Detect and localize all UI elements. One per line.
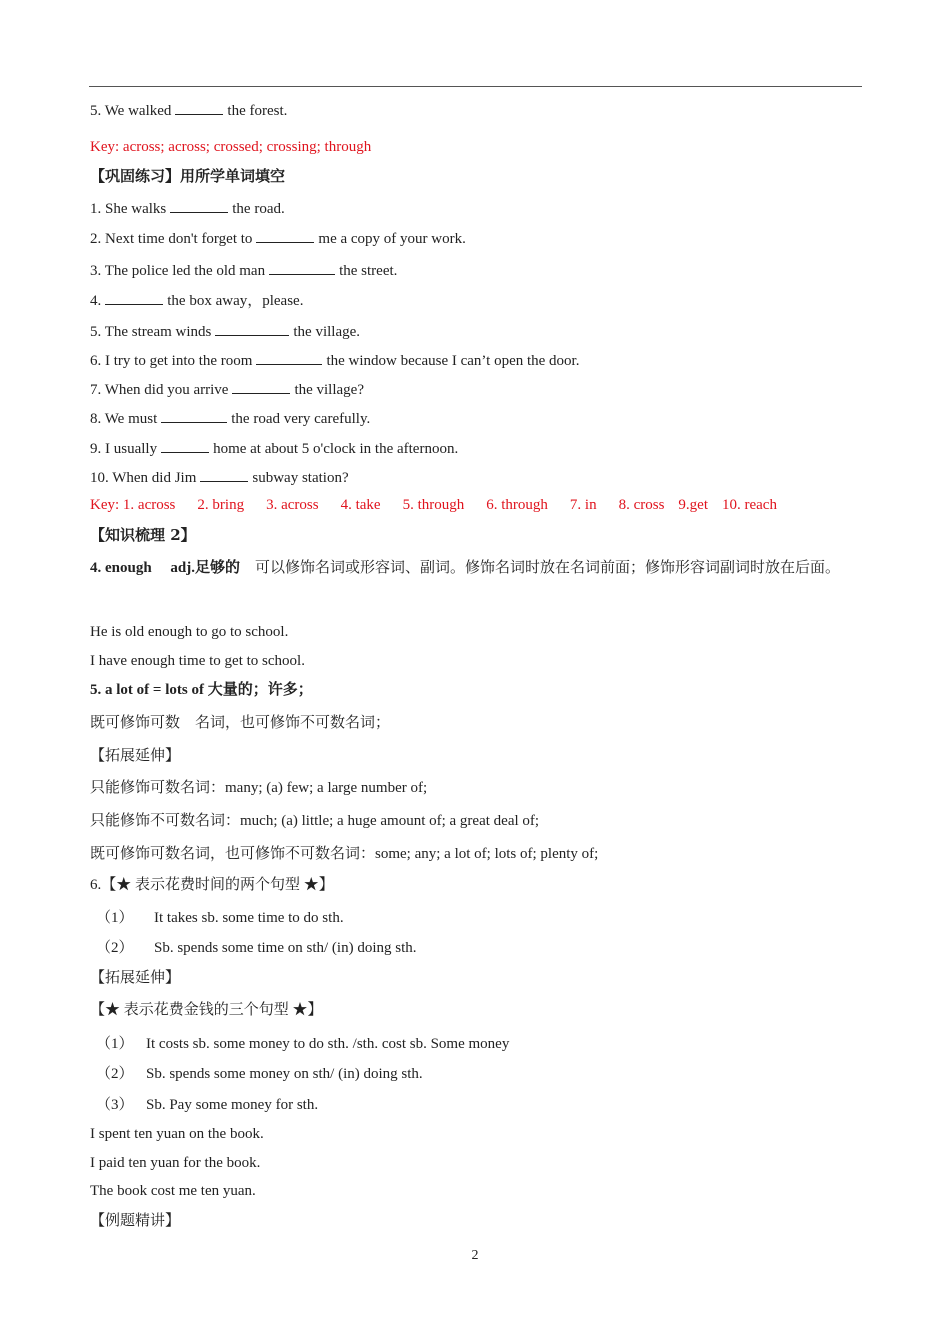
key-item: Key: 1. across xyxy=(90,497,176,513)
term-description: 既可修饰可数 名词，也可修饰不可数名词； xyxy=(90,713,391,731)
section-heading-knowledge-2: 【知识梳理 2】 xyxy=(90,526,196,544)
question-5 xyxy=(90,100,287,121)
question-text: the road. xyxy=(232,201,285,217)
practice-item-7 xyxy=(90,379,364,400)
extension-line: 只能修饰可数名词：many; (a) few; a large number of; xyxy=(90,780,428,796)
item-number: （1） xyxy=(96,1036,134,1052)
key-item: 8. cross xyxy=(618,497,665,513)
extension-heading: 【拓展延伸】 xyxy=(90,746,181,764)
pattern-text: Sb. Pay some money for sth. xyxy=(146,1097,319,1113)
term-heading: 4. enough adj.足够的 xyxy=(90,560,241,576)
answer-key-2 xyxy=(90,495,777,515)
extension-line: 既可修饰可数名词，也可修饰不可数名词：some; any; a lot of; lots of; plenty of; xyxy=(90,846,599,862)
key-item: 3. across xyxy=(266,497,319,513)
question-text: 5. We walked xyxy=(90,103,172,119)
answer-blank xyxy=(269,260,335,275)
question-text: the road very carefully. xyxy=(231,411,371,427)
answer-blank xyxy=(161,438,209,453)
answer-blank xyxy=(200,467,248,482)
money-pattern-3 xyxy=(96,1095,318,1115)
term-description: 可以修饰名词或形容词、副词。修饰名词时放在名词前面；修饰形容词副词时放在后面。 xyxy=(255,558,841,576)
example-sentence: I have enough time to get to school. xyxy=(90,653,305,669)
question-text: the box away，please. xyxy=(167,293,304,309)
pattern-text: Sb. spends some money on sth/ (in) doing sth. xyxy=(146,1066,423,1082)
extension-line: 只能修饰不可数名词：much; (a) little; a huge amount of; a great deal of; xyxy=(90,813,540,829)
pattern-text: Sb. spends some time on sth/ (in) doing sth. xyxy=(154,940,417,956)
item-number: （2） xyxy=(96,940,134,956)
practice-item-10 xyxy=(90,467,349,488)
question-text: subway station? xyxy=(252,470,349,486)
key-item: 5. through xyxy=(402,497,465,513)
answer-blank xyxy=(175,100,223,115)
question-text: 6. I try to get into the room xyxy=(90,353,253,369)
question-text: 7. When did you arrive xyxy=(90,382,229,398)
question-text: 9. I usually xyxy=(90,441,158,457)
money-pattern-1 xyxy=(96,1034,509,1054)
example-sentence: I paid ten yuan for the book. xyxy=(90,1155,261,1171)
answer-blank xyxy=(256,228,314,243)
time-pattern-2 xyxy=(96,938,417,958)
item-number: （2） xyxy=(96,1066,134,1082)
enough-paragraph xyxy=(90,551,860,584)
key-item: 4. take xyxy=(340,497,381,513)
question-text: the forest. xyxy=(227,103,288,119)
practice-item-2 xyxy=(90,228,466,249)
item-number: （1） xyxy=(96,910,134,926)
time-pattern-1 xyxy=(96,908,344,928)
term-heading-a-lot-of: 5. a lot of = lots of 大量的；许多； xyxy=(90,682,313,698)
item-number: （3） xyxy=(96,1097,134,1113)
question-text: 8. We must xyxy=(90,411,158,427)
example-sentence: The book cost me ten yuan. xyxy=(90,1183,256,1199)
section-heading-practice: 【巩固练习】用所学单词填空 xyxy=(90,167,286,185)
question-text: 1. She walks xyxy=(90,201,167,217)
answer-key-1: Key: across; across; crossed; crossing; through xyxy=(90,139,372,155)
key-item: 10. reach xyxy=(721,497,777,513)
money-pattern-heading: 【★ 表示花费金钱的三个句型 ★】 xyxy=(90,1002,323,1018)
question-text: home at about 5 o'clock in the afternoon. xyxy=(213,441,459,457)
answer-blank xyxy=(215,321,289,336)
question-text: the window because I can’t open the door. xyxy=(326,353,580,369)
practice-item-9 xyxy=(90,438,458,459)
answer-blank xyxy=(256,350,322,365)
question-text: 2. Next time don't forget to xyxy=(90,231,253,247)
practice-item-4 xyxy=(90,290,303,311)
question-text: me a copy of your work. xyxy=(318,231,466,247)
key-item: 2. bring xyxy=(197,497,245,513)
question-text: 4. xyxy=(90,293,102,309)
header-rule xyxy=(89,86,862,87)
question-text: the village. xyxy=(293,324,361,340)
time-pattern-heading: 6.【★ 表示花费时间的两个句型 ★】 xyxy=(90,877,334,893)
answer-blank xyxy=(170,198,228,213)
practice-item-8 xyxy=(90,408,370,429)
answer-blank xyxy=(105,290,163,305)
money-pattern-2 xyxy=(96,1064,423,1084)
practice-item-5 xyxy=(90,321,360,342)
question-text: the village? xyxy=(294,382,364,398)
extension-heading: 【拓展延伸】 xyxy=(90,968,181,986)
question-text: 5. The stream winds xyxy=(90,324,212,340)
pattern-text: It takes sb. some time to do sth. xyxy=(154,910,344,926)
practice-item-3 xyxy=(90,260,397,281)
question-text: 3. The police led the old man xyxy=(90,263,266,279)
question-text: the street. xyxy=(339,263,398,279)
practice-item-6 xyxy=(90,350,579,371)
section-heading-examples: 【例题精讲】 xyxy=(90,1211,181,1229)
question-text: 10. When did Jim xyxy=(90,470,197,486)
pattern-text: It costs sb. some money to do sth. /sth. cost sb. Some money xyxy=(146,1036,510,1052)
key-item: 9.get xyxy=(678,497,708,513)
example-sentence: He is old enough to go to school. xyxy=(90,624,289,640)
answer-blank xyxy=(161,408,227,423)
answer-blank xyxy=(232,379,290,394)
practice-item-1 xyxy=(90,198,285,219)
key-item: 7. in xyxy=(569,497,597,513)
page-number: 2 xyxy=(471,1248,479,1263)
key-item: 6. through xyxy=(486,497,548,513)
example-sentence: I spent ten yuan on the book. xyxy=(90,1126,264,1142)
